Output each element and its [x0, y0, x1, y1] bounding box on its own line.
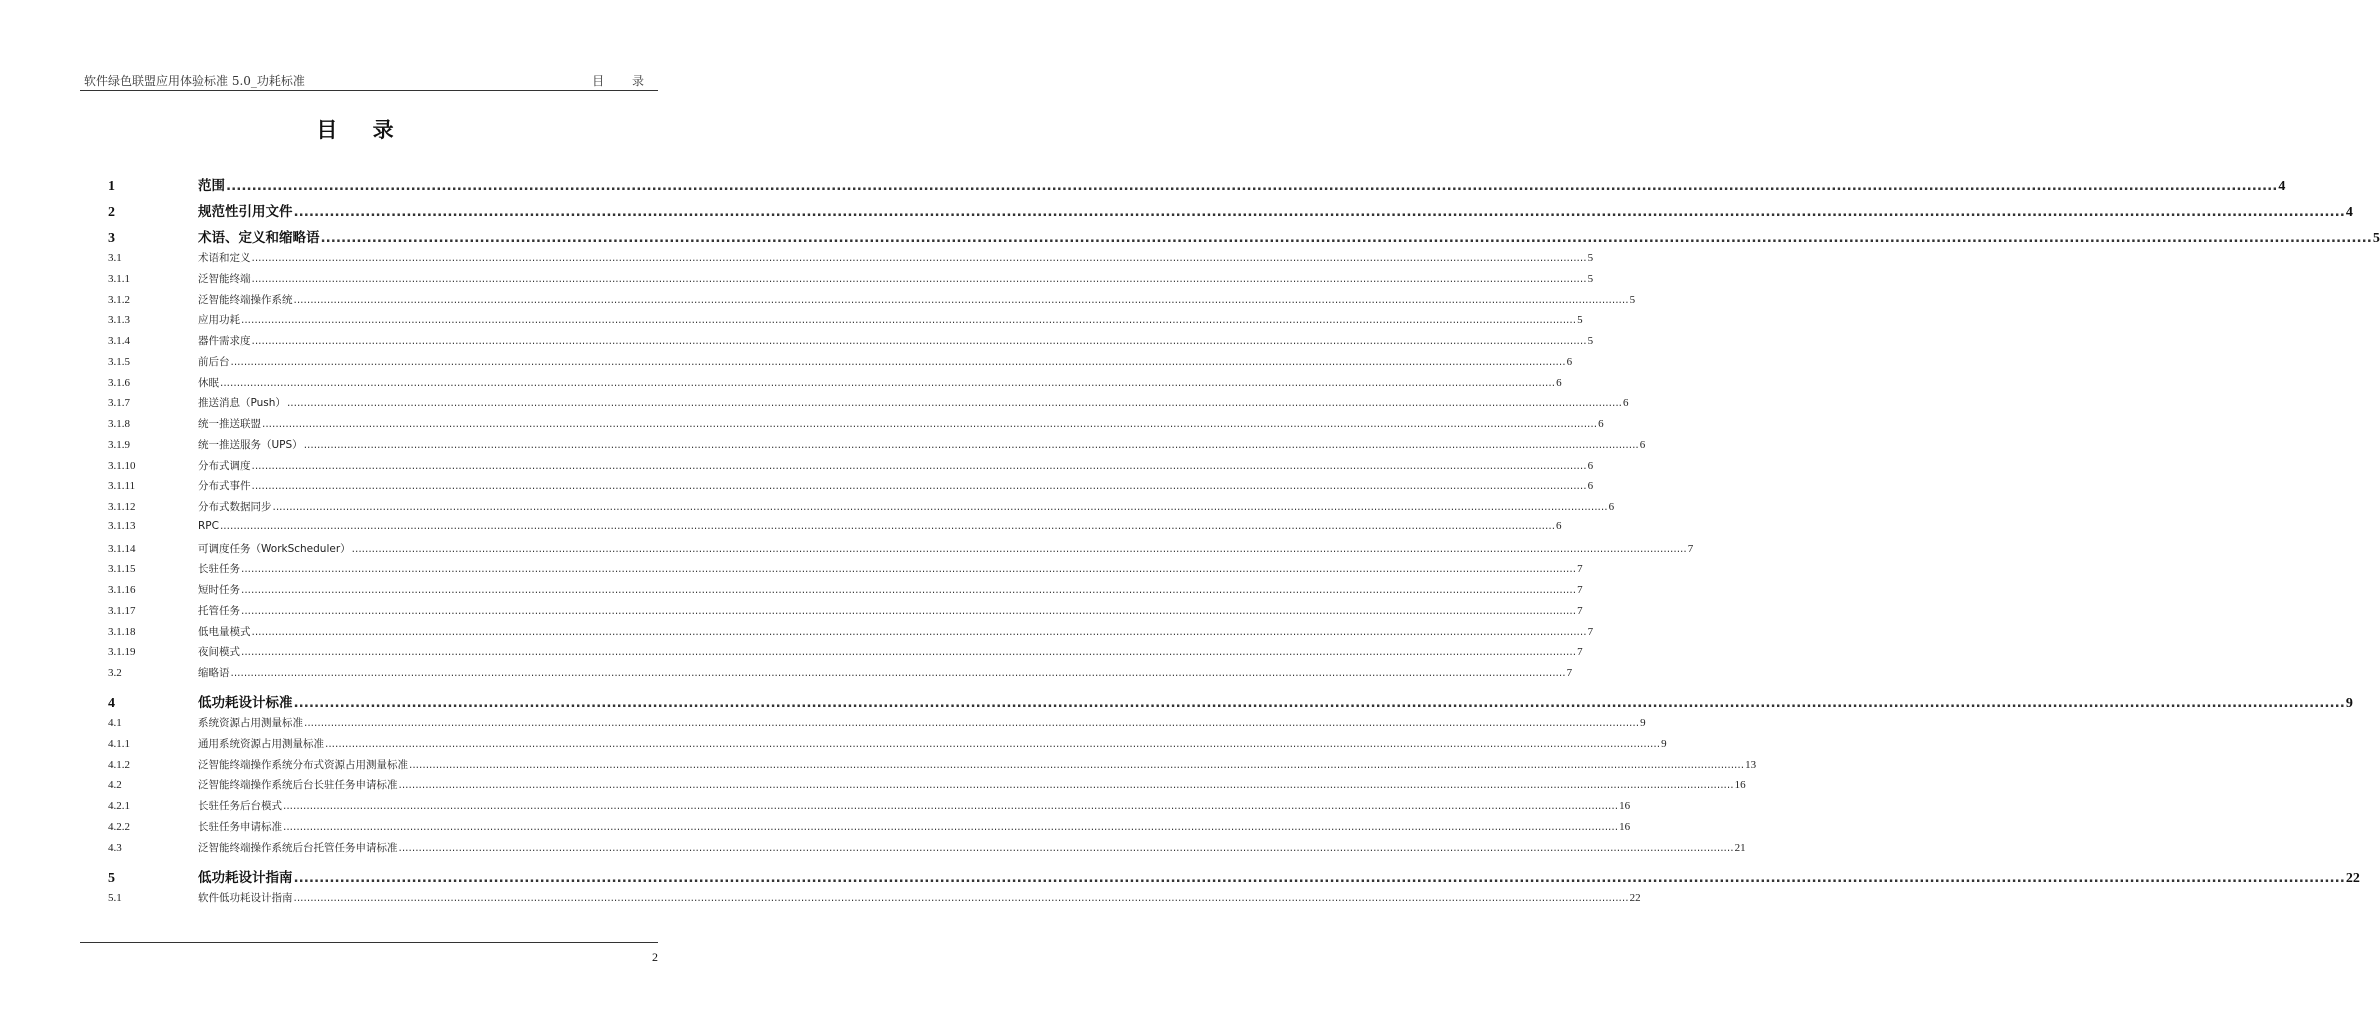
toc-entry-number: 4.3 [108, 841, 122, 854]
toc-entry[interactable] [108, 312, 1583, 327]
toc-leader-dots: ................................................................................................................................................................................................................................................................................................................................................................................................................ [398, 841, 1734, 854]
toc-entry-page: 16 [1619, 820, 1631, 833]
toc-leader-dots: ................................................................................................................................................................................................................................................................................................................................................................................................................ [283, 800, 1619, 812]
toc-entry-number: 3.1.5 [108, 355, 130, 368]
toc-entry-page: 7 [1587, 625, 1594, 638]
toc-leader-dots: ................................................................................................................................................................................................................................................................................................................................................................................................................ [226, 178, 2278, 194]
toc-leader-dots: ................................................................................................................................................................................................................................................................................................................................................................................................................ [241, 563, 1577, 576]
toc-entry-title: 泛智能终端操作系统分布式资源占用测量标准 [198, 758, 408, 771]
toc-entry-title: 缩略语 [198, 667, 230, 679]
toc-entry-number: 5.1 [108, 891, 122, 904]
toc-entry-number: 3.1.8 [108, 418, 130, 430]
toc-entry-number: 3.1.15 [108, 563, 136, 576]
toc-entry-page: 4 [2278, 179, 2286, 194]
toc-entry-page: 6 [1556, 519, 1562, 532]
toc-entry-page: 16 [1734, 779, 1746, 792]
toc-entry-title: 应用功耗 [198, 314, 240, 327]
toc-entry-title: RPC [198, 519, 219, 532]
toc-entry[interactable] [108, 416, 1604, 431]
toc-entry-page: 21 [1734, 841, 1746, 854]
toc-entry-number: 3.1.12 [108, 501, 136, 513]
toc-leader-dots: ................................................................................................................................................................................................................................................................................................................................................................................................................ [251, 625, 1587, 638]
toc-entry-number: 5 [108, 870, 115, 886]
toc-entry-title: 泛智能终端 [198, 272, 251, 285]
toc-leader-dots: ................................................................................................................................................................................................................................................................................................................................................................................................................ [251, 272, 1587, 285]
toc-leader-dots: ................................................................................................................................................................................................................................................................................................................................................................................................................ [241, 646, 1577, 659]
footer-divider [80, 942, 658, 943]
toc-entry-title: 低电量模式 [198, 625, 251, 638]
toc-leader-dots: ................................................................................................................................................................................................................................................................................................................................................................................................................ [251, 252, 1587, 264]
toc-entry-number: 3.1.18 [108, 625, 136, 638]
toc-entry-title: 短时任务 [198, 584, 240, 596]
toc-entry-page: 4 [2345, 205, 2353, 220]
toc-entry-page: 9 [1661, 737, 1667, 750]
toc-leader-dots: ................................................................................................................................................................................................................................................................................................................................................................................................................ [251, 459, 1587, 472]
toc-entry-title: 范围 [198, 178, 225, 194]
toc-entry[interactable] [108, 333, 1594, 348]
toc-entry[interactable] [108, 736, 1667, 751]
toc-entry[interactable] [108, 271, 1594, 286]
toc-entry-page: 6 [1623, 397, 1629, 410]
toc-entry[interactable] [108, 890, 1641, 905]
toc-entry[interactable] [108, 644, 1583, 659]
toc-entry-number: 3.1.11 [108, 480, 136, 493]
toc-entry-title: 器件需求度 [198, 335, 251, 347]
toc-entry-page: 6 [1566, 355, 1573, 368]
toc-entry-number: 3.1.17 [108, 604, 136, 617]
toc-entry[interactable] [108, 691, 2353, 712]
toc-entry[interactable] [108, 437, 1646, 452]
toc-leader-dots: ................................................................................................................................................................................................................................................................................................................................................................................................................ [219, 519, 1556, 532]
toc-entry-title: 术语和定义 [198, 252, 251, 264]
toc-entry[interactable] [108, 561, 1583, 576]
toc-entry-title: 长驻任务申请标准 [198, 820, 282, 833]
toc-entry-page: 5 [1629, 293, 1636, 306]
toc-leader-dots: ................................................................................................................................................................................................................................................................................................................................................................................................................ [220, 376, 1556, 389]
page-number: 2 [652, 950, 658, 964]
toc-title: 目 录 [316, 118, 408, 142]
toc-leader-dots: ................................................................................................................................................................................................................................................................................................................................................................................................................ [325, 737, 1661, 750]
toc-entry[interactable] [108, 250, 1594, 265]
toc-entry-page: 7 [1577, 563, 1583, 576]
toc-entry-page: 5 [2372, 231, 2380, 246]
toc-leader-dots: ................................................................................................................................................................................................................................................................................................................................................................................................................ [241, 604, 1577, 617]
toc-leader-dots: ................................................................................................................................................................................................................................................................................................................................................................................................................ [286, 397, 1622, 410]
toc-entry-title: 通用系统资源占用测量标准 [198, 737, 324, 750]
toc-leader-dots: ................................................................................................................................................................................................................................................................................................................................................................................................................ [283, 820, 1619, 833]
toc-entry-number: 4.2.1 [108, 800, 130, 812]
toc-leader-dots: ................................................................................................................................................................................................................................................................................................................................................................................................................ [262, 418, 1598, 430]
toc-entry-page: 9 [2345, 696, 2353, 711]
toc-entry-title: 术语、定义和缩略语 [198, 230, 320, 246]
toc-entry[interactable] [108, 200, 2353, 221]
toc-entry-number: 4 [108, 696, 115, 711]
toc-entry-title: 可调度任务（WorkScheduler） [198, 542, 351, 555]
toc-entry-number: 3.1.19 [108, 646, 136, 659]
toc-entry[interactable] [108, 819, 1631, 834]
toc-entry-number: 3.1.6 [108, 376, 130, 389]
toc-entry-number: 3.1.7 [108, 397, 130, 410]
toc-entry[interactable] [108, 226, 2380, 247]
toc-entry[interactable] [108, 757, 1757, 772]
toc-entry-number: 3.1.10 [108, 459, 136, 472]
toc-leader-dots: ................................................................................................................................................................................................................................................................................................................................................................................................................ [351, 542, 1687, 555]
toc-entry-page: 13 [1745, 758, 1757, 771]
toc-entry-page: 7 [1577, 646, 1583, 659]
toc-entry-page: 5 [1577, 314, 1583, 327]
toc-entry-page: 16 [1619, 800, 1631, 812]
toc-entry[interactable] [108, 292, 1636, 307]
toc-entry-number: 4.1 [108, 717, 122, 729]
toc-entry-title: 低功耗设计指南 [198, 869, 293, 886]
toc-entry-page: 6 [1598, 418, 1604, 430]
toc-entry[interactable] [108, 715, 1646, 730]
toc-entry-number: 3.2 [108, 667, 122, 679]
toc-entry-page: 5 [1587, 272, 1594, 285]
toc-leader-dots: ................................................................................................................................................................................................................................................................................................................................................................................................................ [251, 335, 1587, 347]
toc-entry-title: 泛智能终端操作系统后台托管任务申请标准 [198, 841, 398, 854]
toc-entry-title: 夜间模式 [198, 646, 240, 659]
toc-leader-dots: ................................................................................................................................................................................................................................................................................................................................................................................................................ [398, 779, 1734, 792]
toc-entry-number: 1 [108, 179, 115, 194]
toc-entry-number: 2 [108, 205, 115, 220]
toc-entry-title: 推送消息（Push） [198, 397, 286, 410]
toc-entry-page: 6 [1608, 501, 1615, 513]
toc-leader-dots: ................................................................................................................................................................................................................................................................................................................................................................................................................ [409, 758, 1745, 771]
toc-entry-number: 3.1.13 [108, 519, 136, 532]
toc-entry-page: 7 [1577, 604, 1583, 617]
toc-entry-number: 3.1.9 [108, 438, 130, 451]
toc-entry-number: 4.1.2 [108, 758, 130, 771]
toc-entry-number: 3.1.3 [108, 314, 130, 327]
toc-entry-number: 3.1.16 [108, 584, 136, 596]
toc-entry-number: 4.2 [108, 779, 122, 792]
toc-entry-number: 4.1.1 [108, 737, 130, 750]
toc-entry-page: 6 [1639, 438, 1646, 451]
toc-entry-title: 长驻任务 [198, 563, 240, 576]
toc-entry[interactable] [108, 582, 1583, 597]
toc-leader-dots: ................................................................................................................................................................................................................................................................................................................................................................................................................ [293, 204, 2345, 220]
toc-entry[interactable] [108, 499, 1615, 514]
toc-entry[interactable] [108, 840, 1746, 855]
toc-entry-title: 泛智能终端操作系统 [198, 293, 293, 306]
toc-entry-title: 规范性引用文件 [198, 204, 293, 220]
toc-leader-dots: ................................................................................................................................................................................................................................................................................................................................................................................................................ [293, 695, 2345, 711]
toc-leader-dots: ................................................................................................................................................................................................................................................................................................................................................................................................................ [320, 230, 2372, 246]
toc-entry-title: 统一推送服务（UPS） [198, 438, 303, 451]
toc-entry[interactable] [108, 519, 1562, 532]
toc-entry-title: 泛智能终端操作系统后台长驻任务申请标准 [198, 779, 398, 792]
toc-entry[interactable] [108, 354, 1573, 369]
toc-leader-dots: ................................................................................................................................................................................................................................................................................................................................................................................................................ [251, 480, 1587, 493]
toc-entry-number: 3.1.1 [108, 272, 130, 285]
toc-entry-page: 22 [2345, 870, 2360, 886]
toc-entry-title: 软件低功耗设计指南 [198, 891, 293, 904]
toc-entry-title: 前后台 [198, 355, 230, 368]
header-doc-title: 软件绿色联盟应用体验标准 5.0_功耗标准 [84, 74, 305, 88]
toc-entry-page: 7 [1577, 584, 1583, 596]
toc-leader-dots: ................................................................................................................................................................................................................................................................................................................................................................................................................ [230, 355, 1566, 368]
toc-entry-page: 7 [1566, 667, 1573, 679]
toc-entry[interactable] [108, 541, 1694, 556]
toc-entry[interactable] [108, 174, 2286, 195]
toc-leader-dots: ................................................................................................................................................................................................................................................................................................................................................................................................................ [241, 314, 1577, 327]
toc-entry-number: 3 [108, 231, 115, 246]
toc-leader-dots: ................................................................................................................................................................................................................................................................................................................................................................................................................ [293, 891, 1629, 904]
toc-entry-page: 5 [1587, 252, 1594, 264]
toc-entry-number: 3.1.2 [108, 293, 130, 306]
toc-entry[interactable] [108, 624, 1594, 639]
toc-entry-page: 6 [1587, 459, 1594, 472]
toc-entry-title: 低功耗设计标准 [198, 695, 293, 711]
toc-entry[interactable] [108, 458, 1594, 473]
toc-entry-number: 3.1.4 [108, 335, 130, 347]
toc-entry-title: 休眠 [198, 376, 219, 389]
toc-entry-page: 6 [1587, 480, 1594, 493]
toc-leader-dots: ................................................................................................................................................................................................................................................................................................................................................................................................................ [230, 667, 1566, 679]
toc-entry[interactable] [108, 478, 1594, 493]
toc-leader-dots: ................................................................................................................................................................................................................................................................................................................................................................................................................ [241, 584, 1577, 596]
toc-entry-title: 分布式调度 [198, 459, 251, 472]
toc-entry-number: 3.1.14 [108, 542, 136, 555]
toc-leader-dots: ................................................................................................................................................................................................................................................................................................................................................................................................................ [293, 869, 2345, 886]
toc-entry[interactable] [108, 665, 1573, 680]
toc-entry-title: 长驻任务后台模式 [198, 800, 282, 812]
toc-entry-page: 5 [1587, 335, 1594, 347]
toc-entry-page: 6 [1556, 376, 1562, 389]
toc-leader-dots: ................................................................................................................................................................................................................................................................................................................................................................................................................ [293, 293, 1629, 306]
toc-entry-number: 4.2.2 [108, 820, 130, 833]
toc-entry-page: 7 [1687, 542, 1694, 555]
page-header [80, 70, 658, 91]
toc-leader-dots: ................................................................................................................................................................................................................................................................................................................................................................................................................ [272, 501, 1608, 513]
toc-entry[interactable] [108, 866, 2360, 887]
toc-entry-number: 3.1 [108, 252, 122, 264]
toc-entry-title: 分布式数据同步 [198, 501, 272, 513]
header-section-name: 目 录 [592, 74, 656, 88]
toc-entry-title: 统一推送联盟 [198, 418, 261, 430]
toc-entry-title: 系统资源占用测量标准 [198, 717, 303, 729]
toc-entry[interactable] [108, 777, 1746, 792]
toc-entry-page: 9 [1640, 717, 1646, 729]
toc-entry[interactable] [108, 375, 1562, 390]
toc-entry[interactable] [108, 798, 1631, 813]
toc-entry-title: 托管任务 [198, 604, 240, 617]
toc-leader-dots: ................................................................................................................................................................................................................................................................................................................................................................................................................ [304, 717, 1640, 729]
toc-leader-dots: ................................................................................................................................................................................................................................................................................................................................................................................................................ [303, 438, 1639, 451]
toc-entry-title: 分布式事件 [198, 480, 251, 493]
toc-entry-page: 22 [1629, 891, 1641, 904]
toc-entry[interactable] [108, 603, 1583, 618]
toc-entry[interactable] [108, 395, 1629, 410]
